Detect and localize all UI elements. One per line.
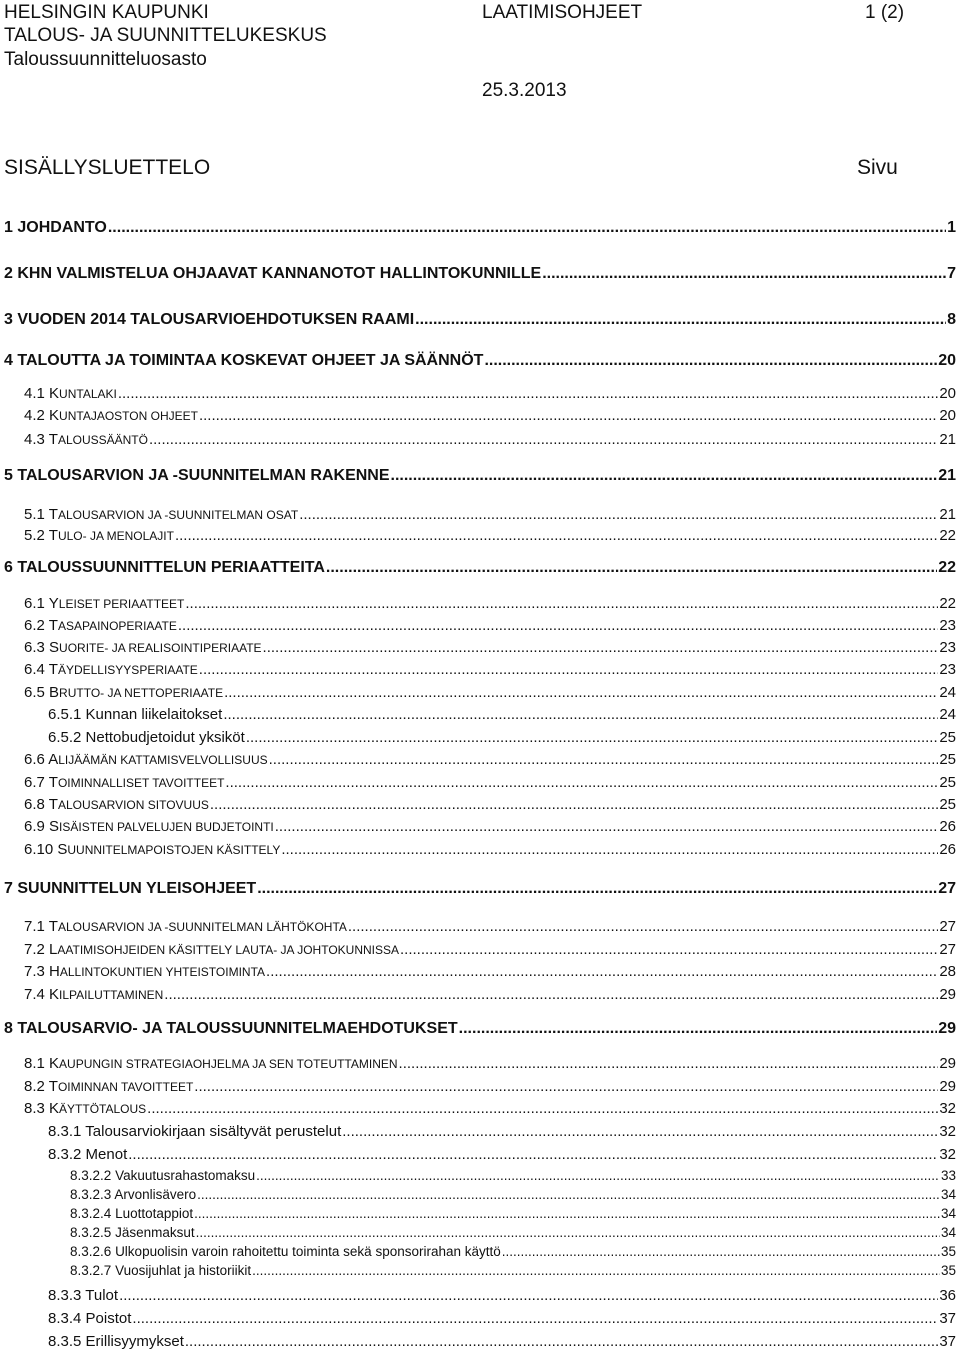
toc-entry[interactable]: [70, 1187, 956, 1202]
toc-entry-page: 32: [939, 1100, 956, 1117]
dot-leader: [119, 1287, 938, 1304]
dot-leader: [348, 918, 938, 935]
toc-entry-title-rest: LEISET PERIAATTEET: [58, 597, 185, 611]
dot-leader: [210, 796, 938, 813]
toc-entry-page: 33: [940, 1168, 956, 1183]
toc-entry-title: Luottotappiot: [115, 1206, 194, 1221]
toc-entry-number: 5.2: [24, 527, 45, 544]
toc-entry-title-rest: UNTALAKI: [59, 387, 117, 401]
toc-entry-title: Kunnan liikelaitokset: [85, 706, 223, 723]
dot-leader: [194, 1206, 940, 1221]
dot-leader: [132, 1310, 938, 1327]
toc-entry[interactable]: [4, 311, 956, 329]
toc-entry-title-initial: L: [49, 941, 58, 958]
toc-entry-number: 6.10: [24, 841, 54, 858]
toc-entry[interactable]: [24, 385, 956, 402]
dot-leader: [391, 467, 938, 485]
dot-leader: [128, 1146, 938, 1163]
toc-entry[interactable]: [4, 559, 956, 577]
toc-entry-number: 6.5: [24, 684, 45, 701]
toc-entry[interactable]: [24, 527, 956, 544]
toc-entry-number: 8.3.2: [48, 1146, 82, 1163]
dot-leader: [199, 661, 939, 678]
toc-entry-title-rest: ALLINTOKUNTIEN YHTEISTOIMINTA: [59, 965, 266, 979]
toc-entry-title: TALOUSSUUNNITTELUN PERIAATTEITA: [17, 559, 325, 576]
toc-entry-page: 27: [939, 918, 956, 935]
dot-leader: [225, 774, 938, 791]
dot-leader: [263, 639, 939, 656]
toc-entry[interactable]: [4, 265, 956, 283]
toc-entry[interactable]: [24, 639, 956, 656]
toc-entry-number: 7.1: [24, 918, 45, 935]
toc-entry-title-rest: ÄYTTÖTALOUS: [59, 1102, 147, 1116]
toc-entry-title-initial: T: [48, 796, 58, 813]
toc-entry-title-rest: ÄYDELLISYYSPERIAATE: [57, 663, 198, 677]
toc-entry[interactable]: [24, 506, 956, 523]
dot-leader: [178, 617, 938, 634]
toc-entry-number: 8.3.2.7: [70, 1263, 112, 1278]
toc-entry-title-initial: K: [49, 1100, 60, 1117]
toc-entry-page: 21: [939, 431, 956, 448]
toc-entry[interactable]: [48, 729, 956, 746]
toc-entry-title: Nettobudjetoidut yksiköt: [85, 729, 245, 746]
toc-entry-number: 8.3.2.2: [70, 1168, 112, 1183]
toc-entry-page: 25: [939, 729, 956, 746]
toc-entry-number: 6.3: [24, 639, 45, 656]
toc-entry[interactable]: [24, 941, 956, 958]
toc-entry-page: 21: [939, 506, 956, 523]
toc-entry-title-initial: T: [48, 1078, 58, 1095]
toc-entry-title-initial: S: [49, 818, 60, 835]
toc-entry-page: 36: [939, 1287, 956, 1304]
toc-entry-title-rest: UUNNITELMAPOISTOJEN KÄSITTELY: [67, 843, 281, 857]
toc-entry-title: Erillisyymykset: [85, 1333, 184, 1350]
toc-entry-number: 8.2: [24, 1078, 45, 1095]
toc-entry-number: 5.1: [24, 506, 45, 523]
toc-entry[interactable]: [24, 796, 956, 813]
toc-entry[interactable]: [4, 880, 956, 898]
toc-entry-page: 20: [938, 352, 956, 369]
toc-entry-number: 6.6: [24, 751, 45, 768]
toc-entry-number: 2: [4, 265, 13, 282]
toc-entry-title-rest: ALOUSSÄÄNTÖ: [57, 433, 148, 447]
toc-entry-number: 6.8: [24, 796, 45, 813]
toc-entry[interactable]: [24, 661, 956, 678]
toc-entry-number: 8.3.4: [48, 1310, 82, 1327]
toc-entry-title-initial: T: [48, 661, 58, 678]
toc-entry-page: 34: [940, 1225, 956, 1240]
toc-entry[interactable]: [24, 918, 956, 935]
toc-entry[interactable]: [24, 617, 956, 634]
header-org-line2: TALOUS- JA SUUNNITTELUKESKUS: [4, 25, 327, 46]
toc-entry-title-initial: K: [49, 986, 60, 1003]
toc-entry-title-initial: T: [48, 774, 58, 791]
toc-entry-title-rest: UORITE- JA REALISOINTIPERIAATE: [59, 641, 262, 655]
toc-entry-number: 1: [4, 219, 13, 236]
toc-entry-number: 8.3.5: [48, 1333, 82, 1350]
toc-entry[interactable]: [4, 467, 956, 485]
toc-entry[interactable]: [24, 431, 956, 448]
dot-leader: [415, 311, 946, 329]
dot-leader: [223, 706, 938, 723]
toc-entry-page: 26: [939, 818, 956, 835]
dot-leader: [194, 1078, 938, 1095]
toc-entry[interactable]: [70, 1168, 956, 1183]
dot-leader: [400, 941, 938, 958]
toc-entry-page: 24: [939, 684, 956, 701]
toc-entry-number: 3: [4, 311, 13, 328]
toc-entry-number: 4.3: [24, 431, 45, 448]
toc-entry-title: Vuosijuhlat ja historiikit: [115, 1263, 252, 1278]
toc-entry-page: 22: [939, 527, 956, 544]
toc-entry-page: 34: [940, 1187, 956, 1202]
toc-entry-page: 29: [939, 986, 956, 1003]
toc-entry-number: 6.5.1: [48, 706, 82, 723]
toc-entry-title-rest: ASAPAINOPERIAATE: [57, 619, 177, 633]
toc-entry-title: SUUNNITTELUN YLEISOHJEET: [17, 880, 257, 897]
header-date: 25.3.2013: [482, 80, 567, 101]
dot-leader: [269, 751, 939, 768]
toc-entry-page: 35: [940, 1244, 956, 1259]
dot-leader: [281, 841, 938, 858]
toc-entry-page: 20: [939, 407, 956, 424]
toc-entry-page: 34: [940, 1206, 956, 1221]
toc-entry[interactable]: [4, 219, 956, 237]
toc-entry-title: Jäsenmaksut: [115, 1225, 195, 1240]
toc-entry-page: 29: [938, 1020, 956, 1037]
toc-entry-title-rest: AATIMISOHJEIDEN KÄSITTELY LAUTA- JA JOHTOKUNNISSA: [57, 943, 399, 957]
toc-entry[interactable]: [24, 774, 956, 791]
toc-entry[interactable]: [24, 818, 956, 835]
toc-entry-page: 24: [939, 706, 956, 723]
toc-entry-title-initial: T: [48, 506, 58, 523]
toc-entry[interactable]: [48, 1287, 956, 1304]
toc-entry-title-initial: K: [49, 385, 60, 402]
dot-leader: [108, 219, 946, 237]
toc-entry-page: 32: [939, 1146, 956, 1163]
toc-entry-number: 6: [4, 559, 13, 576]
toc-entry-title-initial: T: [48, 431, 58, 448]
dot-leader: [196, 1225, 940, 1240]
toc-entry[interactable]: [48, 706, 956, 723]
dot-leader: [185, 595, 938, 612]
toc-entry-title-rest: ALOUSARVION SITOVUUS: [57, 798, 209, 812]
toc-entry-title-rest: AUPUNGIN STRATEGIAOHJELMA JA SEN TOTEUTTAMINEN: [59, 1057, 398, 1071]
toc-entry-title-rest: RUTTO- JA NETTOPERIAATE: [59, 686, 224, 700]
dot-leader: [342, 1123, 938, 1140]
toc-entry-title-rest: ALOUSARVION JA -SUUNNITELMAN LÄHTÖKOHTA: [57, 920, 347, 934]
dot-leader: [326, 559, 937, 577]
toc-entry-number: 6.4: [24, 661, 45, 678]
toc-entry-title-initial: B: [49, 684, 60, 701]
toc-entry[interactable]: [24, 1055, 956, 1072]
toc-entry-number: 6.2: [24, 617, 45, 634]
toc-entry-page: 22: [939, 595, 956, 612]
toc-entry-title-rest: LIJÄÄMÄN KATTAMISVELVOLLISUUS: [58, 753, 268, 767]
toc-entry-title-initial: S: [49, 639, 60, 656]
toc-entry-number: 8.3: [24, 1100, 45, 1117]
toc-entry[interactable]: [48, 1333, 956, 1350]
dot-leader: [484, 352, 937, 370]
toc-entry[interactable]: [70, 1263, 956, 1278]
toc-entry-title: TALOUSARVION JA -SUUNNITELMAN RAKENNE: [17, 467, 390, 484]
toc-entry-page: 25: [939, 796, 956, 813]
toc-entry-number: 8.1: [24, 1055, 45, 1072]
toc-entry-page: 23: [939, 639, 956, 656]
toc-entry[interactable]: [24, 986, 956, 1003]
dot-leader: [299, 506, 938, 523]
toc-entry[interactable]: [24, 963, 956, 980]
dot-leader: [256, 1168, 940, 1183]
header-org-line3: Taloussuunnitteluosasto: [4, 49, 207, 70]
dot-leader: [147, 1100, 938, 1117]
toc-entry-title-initial: K: [49, 1055, 60, 1072]
header-doc-type: LAATIMISOHJEET: [482, 2, 643, 23]
dot-leader: [266, 963, 938, 980]
toc-entry-title: Tulot: [85, 1287, 119, 1304]
toc-entry-title-rest: UNTAJAOSTON OHJEET: [59, 409, 198, 423]
dot-leader: [542, 265, 946, 283]
toc-entry-title: Vakuutusrahastomaksu: [115, 1168, 256, 1183]
dot-leader: [164, 986, 938, 1003]
toc-entry-page: 7: [947, 265, 956, 282]
toc-entry[interactable]: [48, 1123, 956, 1140]
toc-entry[interactable]: [24, 1078, 956, 1095]
toc-entry-page: 21: [938, 467, 956, 484]
toc-entry-title-rest: OIMINNALLISET TAVOITTEET: [57, 776, 225, 790]
toc-entry-number: 8: [4, 1020, 13, 1037]
toc-entry-title: KHN VALMISTELUA OHJAAVAT KANNANOTOT HALLINTOKUNNILLE: [17, 265, 542, 282]
toc-entry[interactable]: [24, 1100, 956, 1117]
dot-leader: [118, 385, 938, 402]
toc-entry[interactable]: [48, 1146, 956, 1163]
toc-entry-title: VUODEN 2014 TALOUSARVIOEHDOTUKSEN RAAMI: [17, 311, 415, 328]
dot-leader: [199, 407, 938, 424]
toc-entry-title-initial: Y: [48, 595, 59, 612]
toc-entry[interactable]: [24, 751, 956, 768]
toc-entry-page: 37: [939, 1333, 956, 1350]
toc-entry-page: 25: [939, 751, 956, 768]
toc-entry-title-initial: T: [48, 617, 58, 634]
toc-entry-number: 7.3: [24, 963, 45, 980]
toc-entry-page: 32: [939, 1123, 956, 1140]
dot-leader: [197, 1187, 940, 1202]
toc-entry[interactable]: [4, 352, 956, 370]
toc-entry-number: 4: [4, 352, 13, 369]
toc-entry-page: 22: [938, 559, 956, 576]
toc-entry-page: 23: [939, 661, 956, 678]
toc-entry-page: 1: [947, 219, 956, 236]
toc-entry-title-rest: OIMINNAN TAVOITTEET: [57, 1080, 194, 1094]
toc-entry-number: 7.2: [24, 941, 45, 958]
toc-entry-number: 6.5.2: [48, 729, 82, 746]
toc-entry-title-initial: K: [49, 407, 60, 424]
toc-entry-number: 4.2: [24, 407, 45, 424]
toc-entry-title: JOHDANTO: [17, 219, 107, 236]
toc-entry-title-rest: ULO- JA MENOLAJIT: [57, 529, 174, 543]
toc-entry-number: 6.9: [24, 818, 45, 835]
toc-entry-page: 25: [939, 774, 956, 791]
toc-entry-number: 7.4: [24, 986, 45, 1003]
dot-leader: [257, 880, 937, 898]
dot-leader: [502, 1244, 940, 1259]
dot-leader: [175, 527, 938, 544]
toc-entry-number: 8.3.3: [48, 1287, 82, 1304]
toc-entry-title: Ulkopuolisin varoin rahoitettu toiminta sekä sponsorirahan käyttö: [115, 1244, 501, 1259]
toc-entry[interactable]: [24, 684, 956, 701]
toc-entry-page: 27: [939, 941, 956, 958]
toc-entry[interactable]: [70, 1244, 956, 1259]
toc-entry-title: Poistot: [85, 1310, 132, 1327]
toc-entry-number: 7: [4, 880, 13, 897]
toc-entry-page: 23: [939, 617, 956, 634]
dot-leader: [149, 431, 938, 448]
dot-leader: [459, 1020, 938, 1038]
toc-entry-title: Talousarviokirjaan sisältyvät perustelut: [85, 1123, 342, 1140]
page-column-label: Sivu: [857, 156, 898, 179]
toc-entry-page: 35: [940, 1263, 956, 1278]
toc-entry-title: Arvonlisävero: [114, 1187, 197, 1202]
toc-entry-title: Menot: [85, 1146, 128, 1163]
toc-entry-page: 28: [939, 963, 956, 980]
toc-entry-page: 29: [939, 1078, 956, 1095]
dot-leader: [224, 684, 938, 701]
toc-entry-number: 8.3.2.6: [70, 1244, 112, 1259]
toc-entry-number: 6.1: [24, 595, 45, 612]
toc-entry[interactable]: [4, 1020, 956, 1038]
toc-entry[interactable]: [24, 841, 956, 858]
toc-entry[interactable]: [24, 595, 956, 612]
dot-leader: [185, 1333, 938, 1350]
toc-entry[interactable]: [70, 1206, 956, 1221]
toc-entry-title-initial: T: [48, 527, 58, 544]
toc-title: SISÄLLYSLUETTELO: [4, 156, 211, 179]
dot-leader: [252, 1263, 940, 1278]
dot-leader: [399, 1055, 939, 1072]
toc-entry-title-rest: ALOUSARVION JA -SUUNNITELMAN OSAT: [57, 508, 299, 522]
header-page-of: 1 (2): [865, 2, 905, 23]
toc-entry-title-rest: ILPAILUTTAMINEN: [59, 988, 164, 1002]
toc-entry-title-initial: H: [49, 963, 60, 980]
toc-entry-title-initial: T: [48, 918, 58, 935]
toc-entry-page: 37: [939, 1310, 956, 1327]
toc-entry[interactable]: [48, 1310, 956, 1327]
toc-entry-page: 26: [939, 841, 956, 858]
toc-entry-title-rest: ISÄISTEN PALVELUJEN BUDJETOINTI: [59, 820, 274, 834]
toc-entry-number: 6.7: [24, 774, 45, 791]
toc-entry-page: 29: [939, 1055, 956, 1072]
toc-entry-title-initial: A: [48, 751, 59, 768]
toc-entry-number: 8.3.2.4: [70, 1206, 112, 1221]
toc-entry-number: 4.1: [24, 385, 45, 402]
dot-leader: [246, 729, 939, 746]
header-org-line1: HELSINGIN KAUPUNKI: [4, 2, 209, 23]
dot-leader: [275, 818, 939, 835]
toc-entry-page: 8: [947, 311, 956, 328]
toc-entry-number: 8.3.2.5: [70, 1225, 112, 1240]
toc-entry[interactable]: [70, 1225, 956, 1240]
toc-entry-number: 8.3.1: [48, 1123, 82, 1140]
toc-entry[interactable]: [24, 407, 956, 424]
toc-entry-page: 20: [939, 385, 956, 402]
toc-entry-number: 8.3.2.3: [70, 1187, 112, 1202]
toc-entry-page: 27: [938, 880, 956, 897]
toc-entry-title: TALOUTTA JA TOIMINTAA KOSKEVAT OHJEET JA SÄÄNNÖT: [17, 352, 484, 369]
toc-entry-title-initial: S: [57, 841, 68, 858]
toc-entry-number: 5: [4, 467, 13, 484]
toc-entry-title: TALOUSARVIO- JA TALOUSSUUNNITELMAEHDOTUKSET: [17, 1020, 458, 1037]
